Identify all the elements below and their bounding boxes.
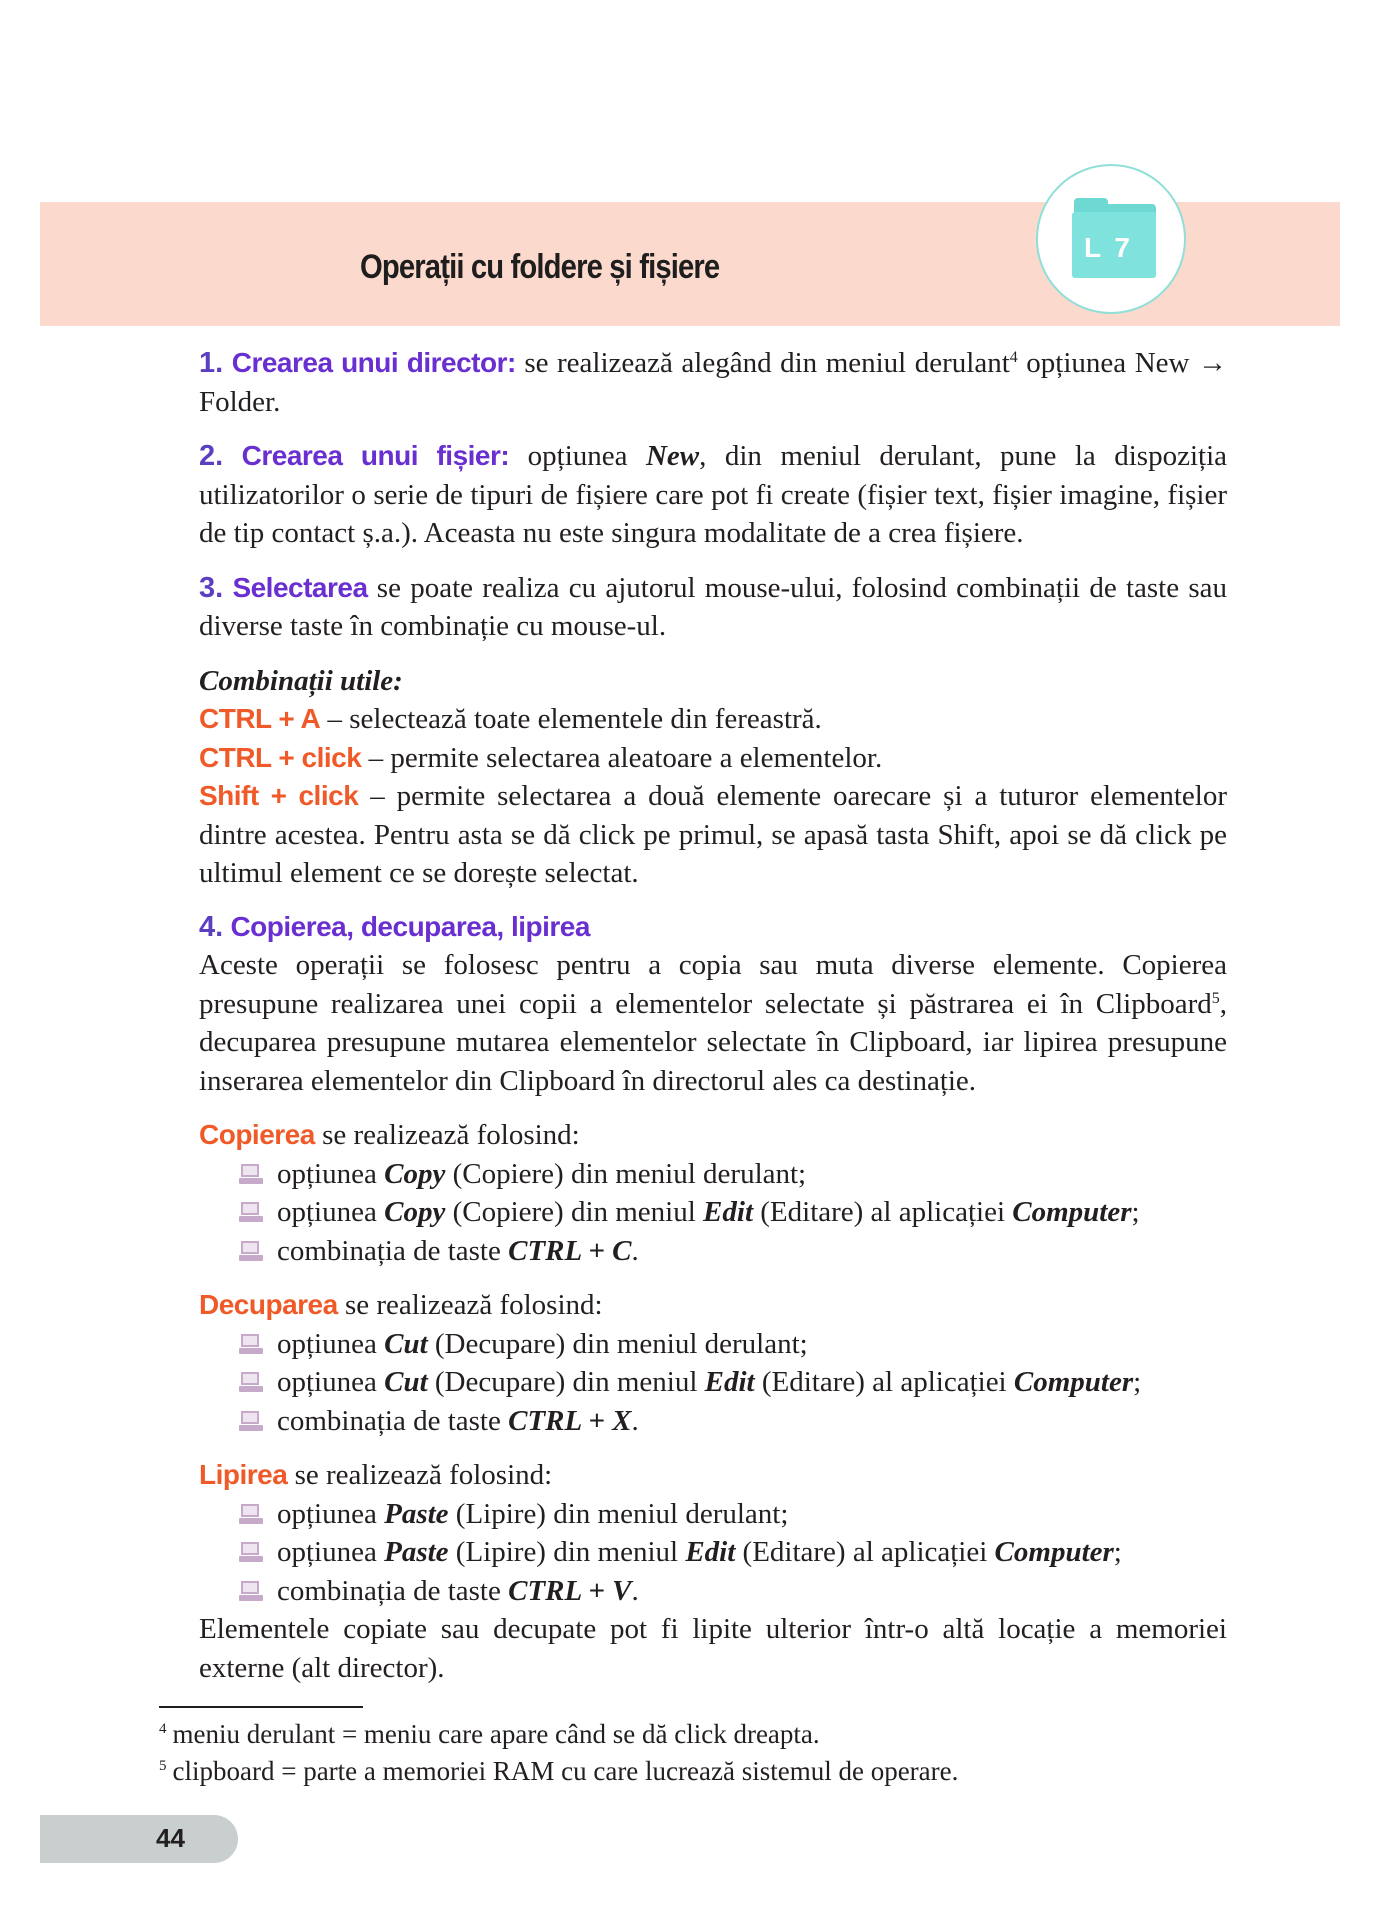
shortcut-desc: – permite selectarea aleatoare a elementelor. bbox=[361, 741, 883, 774]
section-text: se realizează alegând din meniul derulant bbox=[515, 347, 1010, 379]
operation-intro bbox=[159, 1456, 1227, 1495]
footnote bbox=[159, 1753, 1227, 1790]
section-4-text bbox=[159, 946, 1227, 1100]
combinations-title: Combinații utile: bbox=[199, 664, 403, 697]
computer-icon bbox=[239, 1581, 263, 1603]
shortcut-desc: – selectează toate elementele din fereastră. bbox=[320, 703, 822, 735]
shortcut-desc: – permite selectarea a două elemente oarecare și a tuturor elementelor dintre acestea. Pentru asta se dă click pe primul, se apasă tasta Shift, apoi se dă click pe ultimul element ce se dorește selectat. bbox=[199, 780, 1227, 889]
computer-icon bbox=[239, 1542, 263, 1564]
computer-icon bbox=[239, 1241, 263, 1263]
bullet-item: combinația de taste CTRL + C. bbox=[239, 1232, 1227, 1271]
bullet-item: opțiunea Paste (Lipire) din meniul Edit (Editare) al aplicației Computer; bbox=[239, 1533, 1227, 1572]
footnote-divider bbox=[159, 1706, 363, 1708]
operation-intro bbox=[159, 1116, 1227, 1155]
bullet-item: opțiunea Cut (Decupare) din meniul Edit (Editare) al aplicației Computer; bbox=[239, 1363, 1227, 1402]
page-title: Operații cu foldere și fișiere bbox=[360, 248, 720, 286]
footnotes bbox=[159, 1716, 1227, 1790]
computer-icon bbox=[239, 1372, 263, 1394]
footnote-ref: 4 bbox=[1009, 349, 1018, 366]
section-text: opțiunea New → Folder. bbox=[199, 347, 1227, 418]
section-heading: Copierea, decuparea, lipirea bbox=[230, 910, 590, 942]
section-text: Aceste operații se folosesc pentru a copia sau muta diverse elemente. Copierea presupune realizarea unei copii a elementelor selectate și păstrarea ei în Clipboard bbox=[199, 949, 1227, 1020]
computer-icon bbox=[239, 1411, 263, 1433]
section-text: se poate realiza cu ajutorul mouse-ului, folosind combinații de taste sau diverse taste în combinație cu mouse-ul. bbox=[199, 571, 1228, 642]
closing-text: Elementele copiate sau decupate pot fi lipite ulterior într-o altă locație a memoriei externe (alt director). bbox=[199, 1613, 1227, 1684]
lesson-badge bbox=[1036, 164, 1186, 314]
operation-bullets bbox=[159, 1155, 1227, 1271]
bullet-item: opțiunea Copy (Copiere) din meniul Edit (Editare) al aplicației Computer; bbox=[239, 1193, 1227, 1232]
shortcut-key: CTRL + click bbox=[199, 741, 362, 773]
operation-intro-text: se realizează folosind: bbox=[337, 1289, 603, 1321]
combination-item bbox=[159, 777, 1227, 893]
lesson-label: L 7 bbox=[1084, 232, 1133, 263]
footnote-number: 4 bbox=[159, 1721, 167, 1737]
combination-item bbox=[159, 739, 1227, 778]
footnote-text: clipboard = parte a memoriei RAM cu care lucrează sistemul de operare. bbox=[172, 1756, 959, 1786]
bullet-item: opțiunea Paste (Lipire) din meniul derulant; bbox=[239, 1495, 1227, 1534]
computer-icon bbox=[239, 1202, 263, 1224]
computer-icon bbox=[239, 1164, 263, 1186]
section-text: , din meniul derulant, pune la dispoziția utilizatorilor o serie de tipuri de fișiere care pot fi create (fișier text, fișier imagine, fișier de tip contact ș.a.). Aceasta nu este singura modalitate de a crea fișiere. bbox=[199, 440, 1227, 549]
page-number-tab bbox=[40, 1815, 238, 1863]
bullet-item: combinația de taste CTRL + X. bbox=[239, 1402, 1227, 1441]
main-content bbox=[159, 344, 1227, 1687]
shortcut-key: Shift + click bbox=[199, 780, 359, 811]
footnote bbox=[159, 1716, 1227, 1753]
bullet-item: opțiunea Cut (Decupare) din meniul derulant; bbox=[239, 1325, 1227, 1364]
operation-name: Copierea bbox=[199, 1119, 315, 1150]
section-heading: Selectarea bbox=[232, 571, 368, 603]
section-3 bbox=[159, 569, 1227, 646]
operation-intro-text: se realizează folosind: bbox=[314, 1119, 580, 1151]
operation-name: Decuparea bbox=[199, 1289, 338, 1320]
section-text: opțiunea bbox=[509, 440, 646, 472]
section-heading: Crearea unui fișier: bbox=[241, 440, 510, 471]
footnote-ref: 5 bbox=[1211, 989, 1220, 1007]
operation-name: Lipirea bbox=[199, 1459, 288, 1490]
section-heading: Crearea unui director: bbox=[231, 347, 516, 378]
footnote-number: 5 bbox=[159, 1758, 167, 1774]
bullet-item: opțiunea Copy (Copiere) din meniul derulant; bbox=[239, 1155, 1227, 1194]
section-number: 3. bbox=[199, 571, 224, 604]
bullet-item: combinația de taste CTRL + V. bbox=[239, 1572, 1227, 1611]
section-2 bbox=[159, 437, 1227, 553]
section-text: , decuparea presupune mutarea elementelor selectate în Clipboard, iar lipirea presupune inserarea elementelor din Clipboard în directorul ales ca destinație. bbox=[199, 987, 1227, 1097]
section-number: 2. bbox=[199, 440, 224, 472]
section-number: 1. bbox=[199, 347, 224, 379]
section-1 bbox=[159, 344, 1227, 421]
footnote-text: meniu derulant = meniu care apare când se dă click dreapta. bbox=[172, 1719, 820, 1749]
section-number: 4. bbox=[199, 910, 224, 943]
page-number: 44 bbox=[156, 1823, 185, 1853]
operation-intro-text: se realizează folosind: bbox=[287, 1459, 553, 1491]
operation-bullets bbox=[159, 1325, 1227, 1441]
emphasis: New bbox=[645, 440, 700, 472]
operation-intro bbox=[159, 1286, 1227, 1325]
computer-icon bbox=[239, 1504, 263, 1526]
section-4-heading bbox=[159, 908, 1227, 947]
computer-icon bbox=[239, 1334, 263, 1356]
combination-item bbox=[159, 700, 1227, 739]
shortcut-key: CTRL + A bbox=[199, 703, 321, 734]
operation-bullets bbox=[159, 1495, 1227, 1611]
